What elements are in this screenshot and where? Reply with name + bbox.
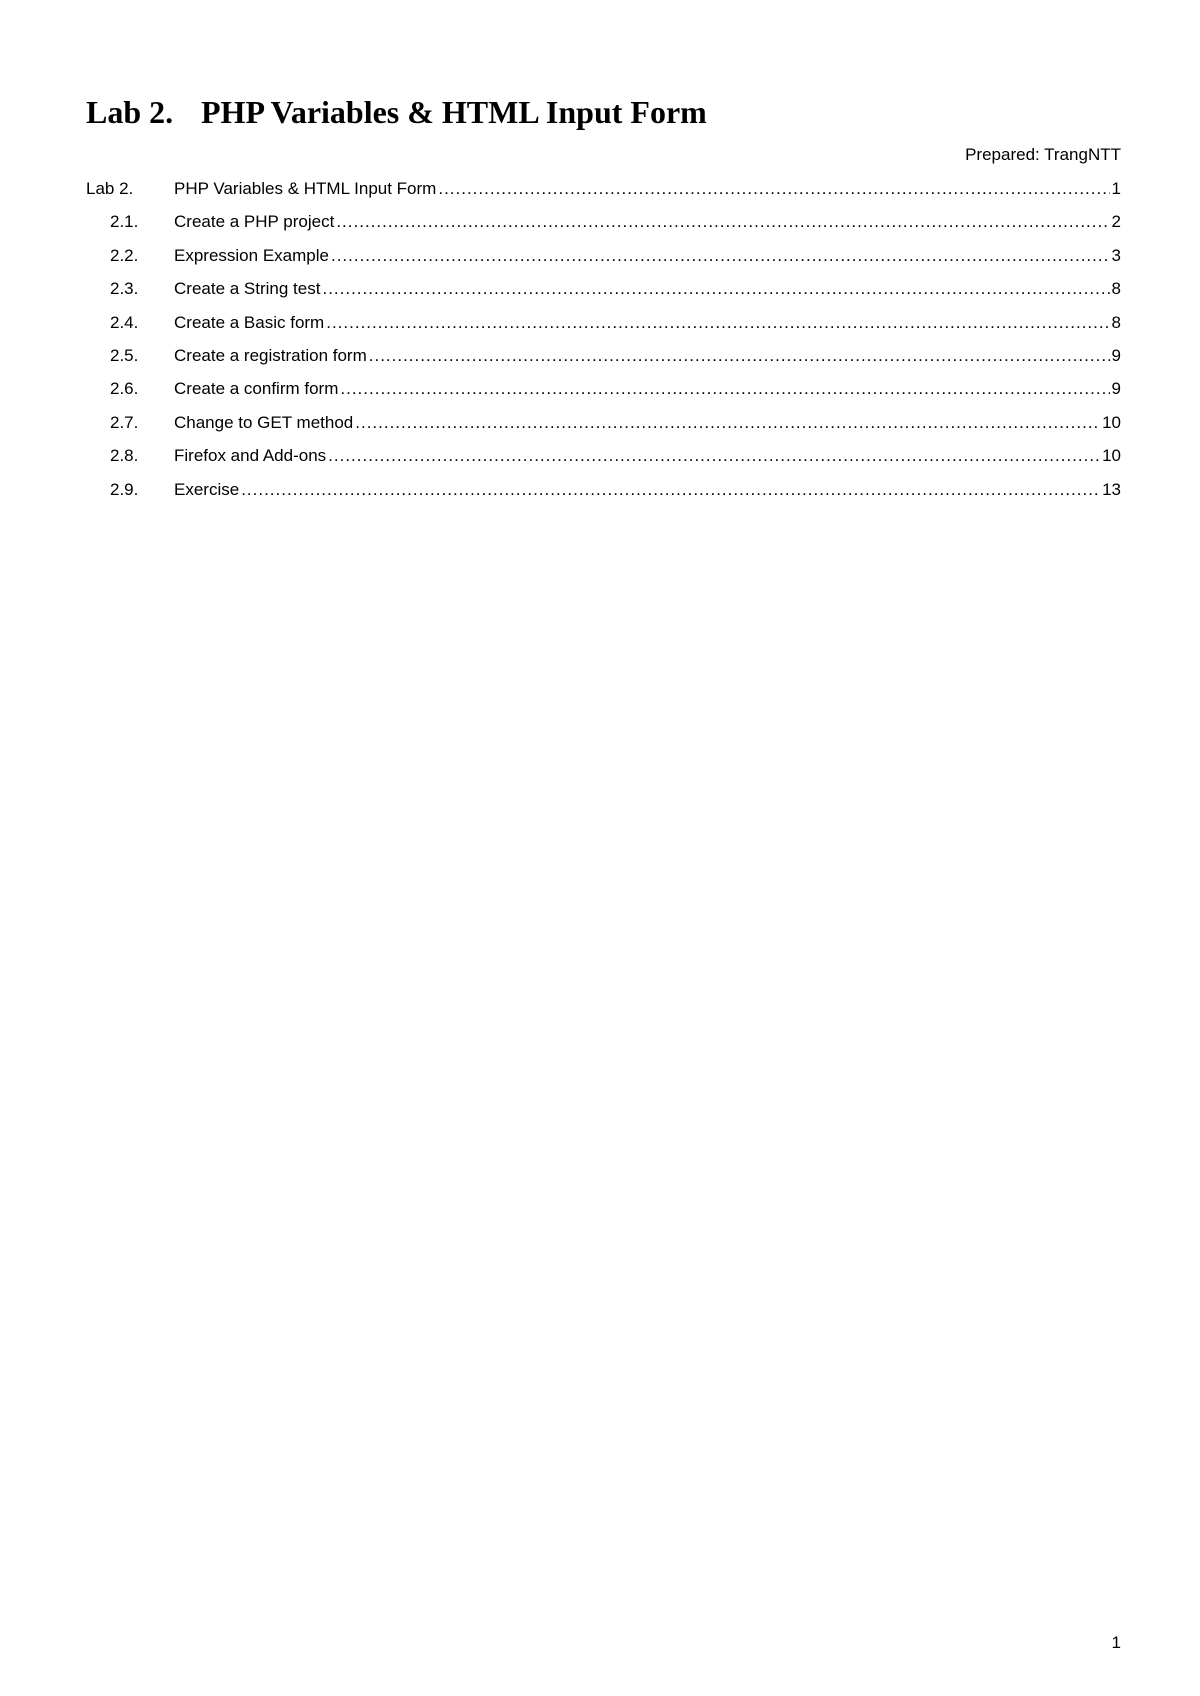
toc-page-number: 10	[1102, 412, 1121, 432]
toc-number: 2.9.	[110, 479, 139, 499]
toc-entry-lab-2[interactable]	[86, 178, 1121, 211]
toc-entry-2-5[interactable]	[86, 345, 1121, 378]
toc-entry-2-7[interactable]	[86, 412, 1121, 445]
toc-page-number: 2	[1111, 212, 1121, 232]
title-text: PHP Variables & HTML Input Form	[201, 94, 707, 130]
toc-page-number: 3	[1111, 245, 1121, 265]
toc-title: Firefox and Add-ons	[174, 446, 327, 466]
toc-title: Expression Example	[174, 245, 329, 265]
toc-entry-2-4[interactable]	[86, 312, 1121, 345]
page-number: 1	[1111, 1633, 1121, 1652]
toc-page-number: 9	[1111, 345, 1121, 365]
toc-page-number: 8	[1111, 279, 1121, 299]
page-title	[86, 92, 707, 132]
toc-leader-dots	[322, 278, 1109, 300]
toc-page-number: 1	[1111, 179, 1121, 198]
toc-leader-dots	[355, 412, 1100, 434]
toc-number: 2.3.	[110, 279, 139, 299]
toc-number: 2.4.	[110, 312, 139, 332]
toc-title: Create a String test	[174, 279, 321, 299]
toc-number: 2.5.	[110, 345, 139, 365]
toc-page-number: 13	[1102, 479, 1121, 499]
toc-leader-dots	[336, 211, 1109, 233]
toc-leader-dots	[328, 445, 1100, 467]
toc-number: 2.8.	[110, 446, 139, 466]
toc-title: Create a Basic form	[174, 312, 325, 332]
toc-title: Change to GET method	[174, 412, 354, 432]
toc-title: PHP Variables & HTML Input Form	[174, 179, 437, 198]
toc-number: Lab 2.	[86, 179, 134, 198]
table-of-contents	[86, 178, 1121, 512]
toc-leader-dots	[340, 378, 1109, 400]
prepared-by: Prepared: TrangNTT	[965, 145, 1121, 164]
toc-entry-2-6[interactable]	[86, 378, 1121, 411]
toc-page-number: 8	[1111, 312, 1121, 332]
toc-entry-2-1[interactable]	[86, 211, 1121, 244]
toc-number: 2.1.	[110, 212, 139, 232]
toc-title: Exercise	[174, 479, 240, 499]
toc-entry-2-2[interactable]	[86, 245, 1121, 278]
toc-leader-dots	[438, 178, 1109, 200]
toc-leader-dots	[241, 479, 1100, 501]
title-number: Lab 2.	[86, 94, 174, 130]
toc-leader-dots	[326, 312, 1109, 334]
toc-title: Create a registration form	[174, 345, 367, 365]
toc-title: Create a confirm form	[174, 379, 339, 399]
toc-entry-2-3[interactable]	[86, 278, 1121, 311]
toc-entry-2-9[interactable]	[86, 479, 1121, 512]
toc-number: 2.2.	[110, 245, 139, 265]
toc-page-number: 9	[1111, 379, 1121, 399]
toc-number: 2.6.	[110, 379, 139, 399]
toc-entry-2-8[interactable]	[86, 445, 1121, 478]
toc-leader-dots	[331, 245, 1110, 267]
toc-number: 2.7.	[110, 412, 139, 432]
toc-leader-dots	[369, 345, 1110, 367]
toc-page-number: 10	[1102, 446, 1121, 466]
toc-title: Create a PHP project	[174, 212, 335, 232]
